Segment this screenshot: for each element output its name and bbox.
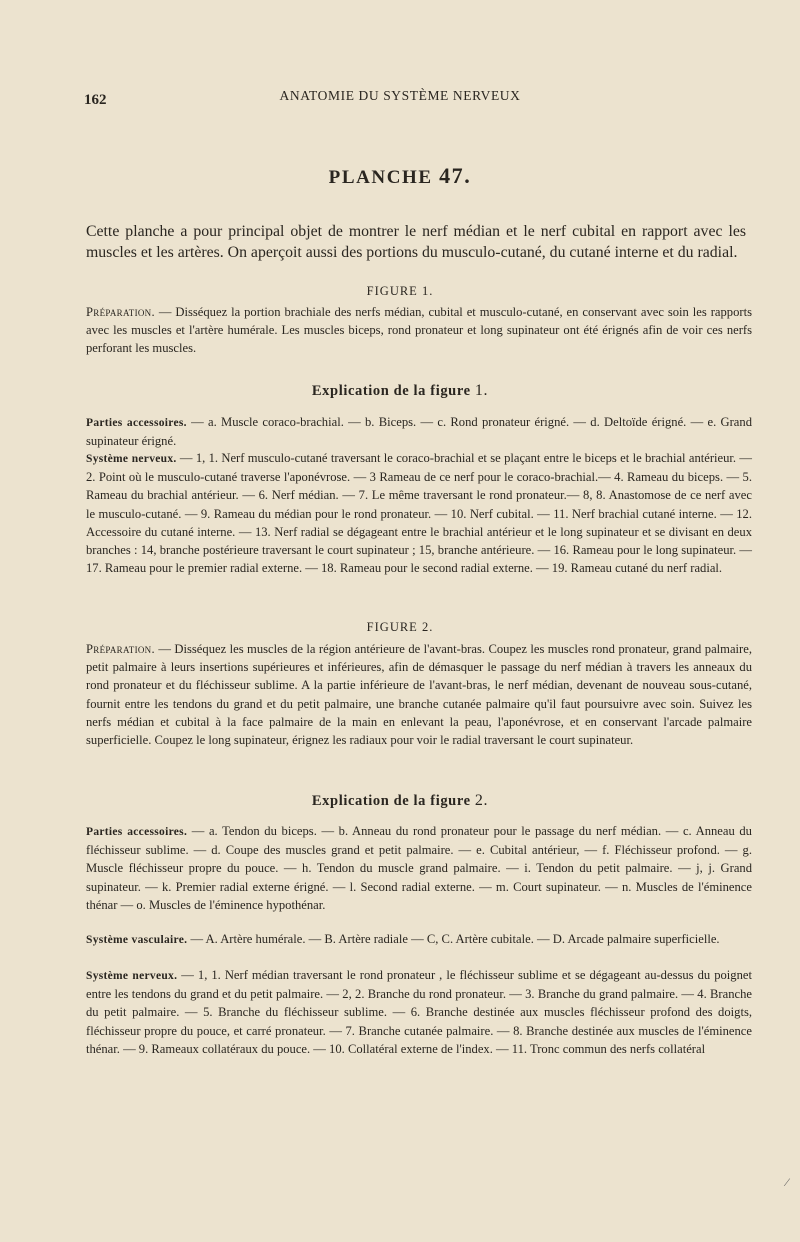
nervous-system-label: Système nerveux. — [86, 970, 178, 982]
paper-mark: ⁄ — [785, 1175, 788, 1189]
plate-title — [0, 163, 800, 189]
preparation-label: Préparation. — [86, 305, 155, 319]
figure-1-accessory-parts — [86, 413, 752, 450]
figure-2-preparation — [86, 640, 752, 749]
page-number: 162 — [84, 92, 107, 108]
nervous-system-text: — 1, 1. Nerf musculo-cutané traversant le coraco-brachial et se plaçant entre le biceps et le brachial antérieur. — 2. Point où le musculo-cutané traverse l'aponévrose. — 3 Rameau de ce nerf pour le coraco-brachial.— 4. Rameau du biceps. — 5. Rameau du brachial antérieur. — 6. Nerf médian. — 7. Le même traversant le rond pronateur.— 8, 8. Anastomose de ce nerf avec le musculo-cutané. — 9. Rameau du médian pour le rond pronateur. — 10. Nerf cubital. — 11. Nerf brachial cutané interne. — 12. Accessoire du cutané interne. — 13. Nerf radial se dégageant entre le brachial antérieur et le long supinateur et se divisant en deux branches : 14, branche postérieure traversant le court supinateur ; 15, branche antérieure. — 16. Rameau pour le long supinateur. — 17. Rameau pour le premier radial externe. — 18. Rameau pour le second radial externe. — 19. Rameau cutané du nerf radial. — [86, 451, 752, 576]
running-head — [0, 88, 800, 112]
plate-title-word: PLANCHE — [328, 167, 433, 188]
figure-1-explanation-heading — [0, 382, 800, 400]
preparation-label: Préparation. — [86, 642, 155, 656]
explanation-heading-number: 1. — [474, 382, 489, 399]
explanation-heading-text: Explication de la figure — [311, 793, 471, 809]
figure-1-nervous-system — [86, 449, 752, 577]
accessory-parts-text: — a. Tendon du biceps. — b. Anneau du rond pronateur pour le passage du nerf médian. — c. Anneau du fléchisseur sublime. — d. Coupe des muscles grand et petit palmaire. — e. Cubital antérieur, — f. Fléchisseur profond. — g. Muscle fléchisseur propre du pouce. — h. Tendon du muscle grand palmaire. — i. Tendon du petit palmaire. — j, j. Grand supinateur. — k. Premier radial externe érigné. — l. Second radial externe. — m. Court supinateur. — n. Muscles de l'éminence thénar — o. Muscles de l'éminence hypothénar. — [86, 824, 752, 912]
plate-title-number: 47. — [439, 163, 472, 188]
nervous-system-label: Système nerveux. — [86, 453, 177, 465]
figure-2-heading: FIGURE 2. — [366, 620, 434, 634]
preparation-text: — Disséquez la portion brachiale des nerfs médian, cubital et musculo-cutané, en conservant avec soin les rapports avec les muscles et l'artère humérale. Les muscles biceps, rond pronateur et long supinateur ont été érignés afin de voir ces nerfs perforant les muscles. — [86, 305, 752, 356]
explanation-heading-text: Explication de la figure — [311, 383, 471, 399]
explanation-heading-number: 2. — [474, 792, 489, 809]
vascular-system-label: Système vasculaire. — [86, 934, 188, 946]
accessory-parts-label: Parties accessoires. — [86, 826, 188, 838]
intro-paragraph: Cette planche a pour principal objet de montrer le nerf médian et le nerf cubital en rapport avec les muscles et les artères. On aperçoit aussi des portions du musculo-cutané, du cutané interne et du radial. — [86, 223, 746, 261]
figure-2-accessory-parts — [86, 822, 752, 914]
figure-2-nervous-system — [86, 966, 752, 1058]
preparation-text: — Disséquez les muscles de la région antérieure de l'avant-bras. Coupez les muscles rond pronateur, grand palmaire, petit palmaire à leurs insertions supérieures et inférieures, afin de démasquer le passage du nerf médian à travers les anneaux du rond pronateur et du fléchisseur sublime. A la partie inférieure de l'avant-bras, le nerf médian, devenant de nouveau sous-cutané, fournit entre les tendons du grand et du petit palmaire, une branche cutanée palmaire qu'il faut poursuivre avec soin. Suivez les nerfs médian et cubital à la face palmaire de la main en enlevant la peau, l'aponévrose, et en conservant l'arcade palmaire superficielle. Coupez le long supinateur, érignez les radiaux pour voir le radial traversant le court supinateur. — [86, 642, 752, 748]
figure-2-vascular-system — [86, 930, 752, 949]
vascular-system-text: — A. Artère humérale. — B. Artère radiale — C, C. Artère cubitale. — D. Arcade palmaire superficielle. — [187, 932, 720, 946]
figure-1-preparation — [86, 303, 752, 358]
nervous-system-text: — 1, 1. Nerf médian traversant le rond pronateur , le fléchisseur sublime et se dégageant au-dessus du poignet entre les tendons du grand et du petit palmaire. — 2, 2. Branche du rond pronateur. — 3. Branche du grand palmaire. — 4. Branche du petit palmaire. — 5. Branche du fléchisseur sublime. — 6. Branche destinée aux muscles fléchisseur profond des doigts, fléchisseur propre du pouce, et carré pronateur. — 7. Branche cutanée palmaire. — 8. Branche destinée aux muscles de l'éminence thénar. — 9. Rameaux collatéraux du pouce. — 10. Collatéral externe de l'index. — 11. Tronc commun des nerfs collatéral — [86, 968, 752, 1056]
figure-1-heading: FIGURE 1. — [366, 284, 434, 298]
accessory-parts-text: — a. Muscle coraco-brachial. — b. Biceps. — c. Rond pronateur érigné. — d. Deltoïde érigné. — e. Grand supinateur érigné. — [86, 415, 752, 449]
figure-2-explanation-heading — [0, 792, 800, 810]
accessory-parts-label: Parties accessoires. — [86, 417, 187, 429]
running-title: ANATOMIE DU SYSTÈME NERVEUX — [279, 88, 521, 103]
